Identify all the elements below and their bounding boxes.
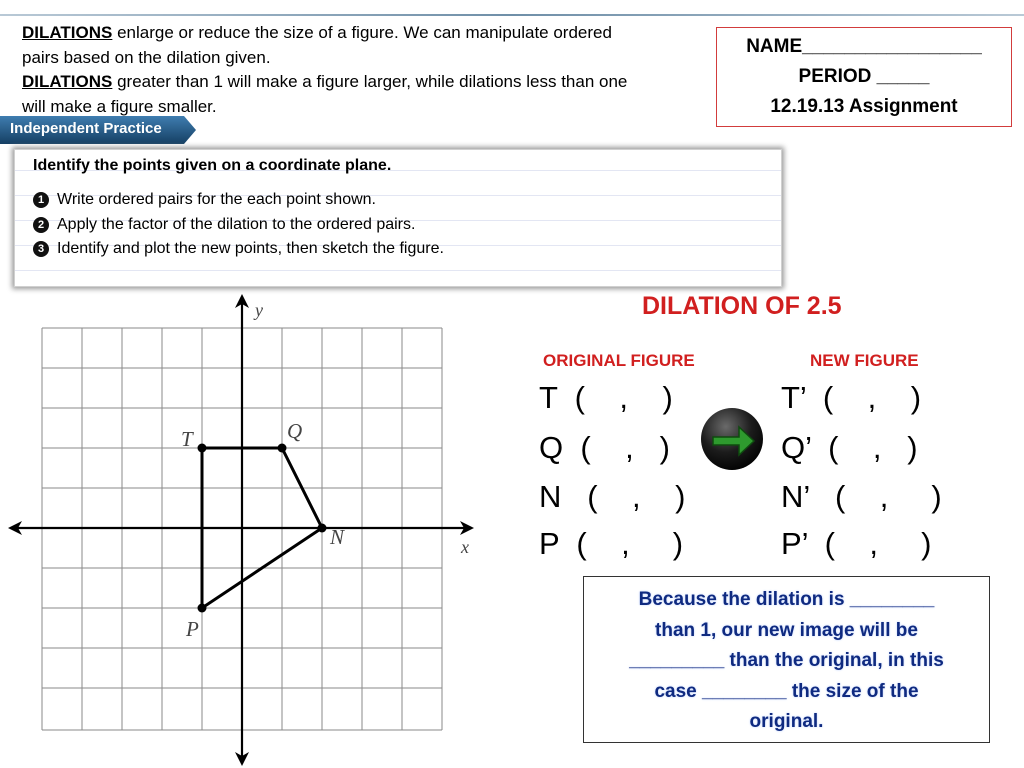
step-text: Write ordered pairs for the each point shown. bbox=[57, 191, 376, 208]
coordinate-plane bbox=[0, 290, 490, 768]
step-item bbox=[33, 213, 444, 238]
top-divider bbox=[0, 14, 1024, 16]
point-label-p: P bbox=[186, 617, 199, 641]
practice-panel bbox=[14, 149, 782, 287]
name-line: NAME_________________ bbox=[746, 36, 982, 57]
period-line: PERIOD _____ bbox=[798, 66, 930, 87]
point-p bbox=[198, 604, 207, 613]
intro-text bbox=[22, 21, 652, 119]
y-axis-label: y bbox=[255, 300, 263, 320]
answer-line: case ________ the size of the bbox=[654, 680, 919, 702]
intro-paragraph-1: DILATIONS enlarge or reduce the size of a figure. We can manipulate ordered pairs based on the dilation given. bbox=[22, 23, 612, 67]
new-pair-p: P’ ( , ) bbox=[781, 526, 932, 561]
step-item bbox=[33, 237, 444, 262]
assignment-line: 12.19.13 Assignment bbox=[770, 96, 958, 117]
intro-paragraph-2: DILATIONS greater than 1 will make a figure larger, while dilations less than one will make a figure smaller. bbox=[22, 72, 628, 116]
step-number-badge: 1 bbox=[33, 192, 49, 208]
new-figure-header: NEW FIGURE bbox=[810, 351, 919, 370]
practice-title: Identify the points given on a coordinate plane. bbox=[33, 157, 392, 174]
step-list bbox=[33, 188, 444, 262]
x-axis-label: x bbox=[461, 537, 469, 557]
step-text: Identify and plot the new points, then sketch the figure. bbox=[57, 240, 444, 257]
original-figure-header: ORIGINAL FIGURE bbox=[543, 351, 695, 370]
name-box bbox=[716, 27, 1012, 127]
step-item bbox=[33, 188, 444, 213]
new-pair-n: N’ ( , ) bbox=[781, 479, 942, 514]
point-label-t: T bbox=[181, 427, 193, 451]
original-pair-p: P ( , ) bbox=[539, 526, 684, 561]
new-pair-t: T’ ( , ) bbox=[781, 380, 922, 415]
axes bbox=[8, 294, 474, 766]
point-t bbox=[198, 444, 207, 453]
green-right-arrow-icon[interactable] bbox=[699, 406, 765, 472]
answer-box bbox=[583, 576, 990, 743]
banner-label: Independent Practice bbox=[10, 120, 162, 137]
step-text: Apply the factor of the dilation to the ordered pairs. bbox=[57, 215, 416, 233]
original-pair-q: Q ( , ) bbox=[539, 430, 670, 465]
point-n bbox=[318, 524, 327, 533]
step-number-badge: 3 bbox=[33, 241, 49, 257]
new-pair-q: Q’ ( , ) bbox=[781, 430, 918, 465]
answer-line: original. bbox=[749, 711, 824, 732]
dilation-title: DILATION OF 2.5 bbox=[642, 292, 842, 320]
answer-line: than 1, our new image will be bbox=[655, 619, 918, 641]
step-number-badge: 2 bbox=[33, 217, 49, 233]
point-label-n: N bbox=[330, 525, 345, 549]
point-q bbox=[278, 444, 287, 453]
original-pair-n: N ( , ) bbox=[539, 479, 686, 514]
answer-line: Because the dilation is ________ bbox=[638, 589, 935, 610]
original-pair-t: T ( , ) bbox=[539, 380, 673, 415]
answer-line: _________ than the original, in this bbox=[629, 650, 944, 671]
point-label-q: Q bbox=[287, 419, 303, 443]
